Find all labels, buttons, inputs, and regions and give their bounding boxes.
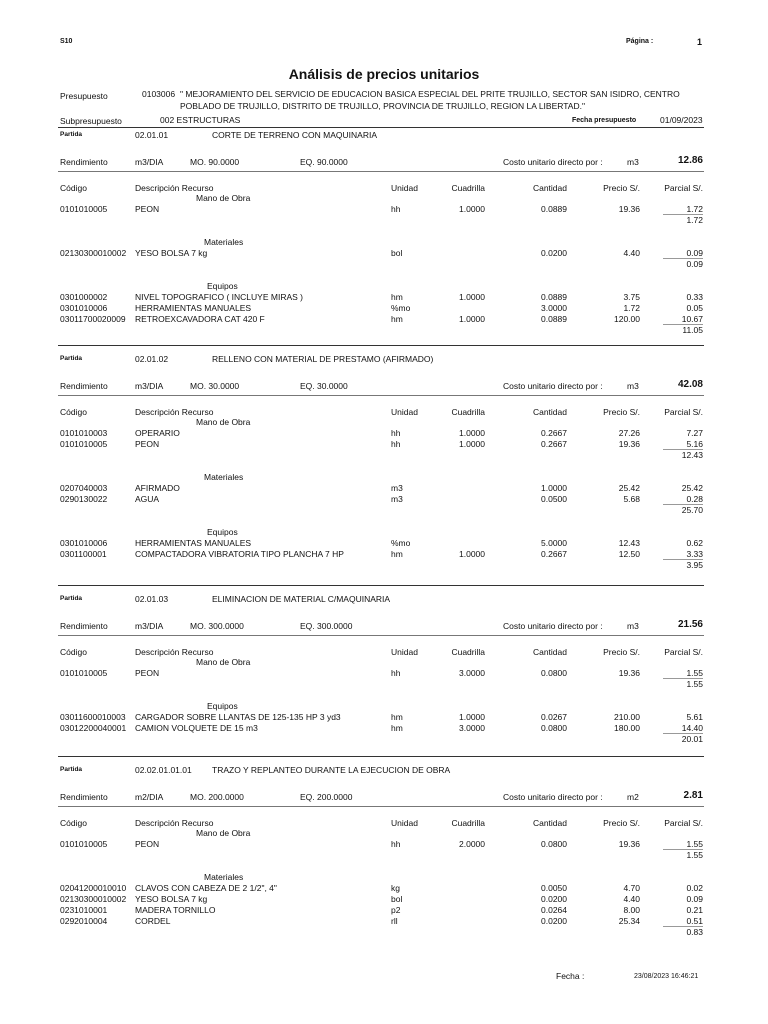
item-unit: hh	[391, 428, 401, 438]
col-header-cantidad: Cantidad	[532, 818, 567, 828]
costo-unitario-value: 42.08	[677, 379, 703, 390]
item-unit: rll	[391, 916, 398, 926]
page-label: Página :	[626, 38, 654, 45]
item-cantidad: 0.0889	[541, 292, 567, 302]
item-parcial: 1.55	[686, 668, 703, 678]
item-code: 03012200040001	[60, 723, 127, 733]
item-precio: 27.26	[618, 428, 640, 438]
item-cantidad: 0.0200	[541, 248, 567, 258]
item-precio: 25.42	[618, 483, 640, 493]
col-header-descripcion: Descripción Recurso	[135, 818, 214, 828]
item-description: HERRAMIENTAS MANUALES	[135, 303, 252, 313]
col-header-parcial: Parcial S/.	[664, 183, 703, 193]
item-unit: hh	[391, 839, 401, 849]
item-cantidad: 0.0800	[541, 839, 567, 849]
fecha-presupuesto-label: Fecha presupuesto	[572, 117, 637, 124]
item-parcial: 1.55	[686, 839, 703, 849]
item-cuadrilla: 1.0000	[459, 292, 485, 302]
col-header-unidad: Unidad	[391, 818, 418, 828]
item-description: PEON	[135, 839, 160, 849]
item-parcial: 0.62	[686, 538, 703, 548]
item-code: 0231010001	[60, 905, 108, 915]
item-unit: bol	[391, 248, 403, 258]
item-cantidad: 0.0889	[541, 204, 567, 214]
item-precio: 8.00	[623, 905, 640, 915]
item-cuadrilla: 1.0000	[459, 439, 485, 449]
resource-group-title: Equipos	[207, 527, 238, 537]
item-description: YESO BOLSA 7 kg	[135, 248, 208, 258]
item-description: CORDEL	[135, 916, 171, 926]
item-precio: 3.75	[623, 292, 640, 302]
item-parcial: 25.42	[681, 483, 703, 493]
rendimiento-label: Rendimiento	[60, 621, 108, 631]
item-parcial: 0.21	[686, 905, 703, 915]
col-header-codigo: Código	[60, 647, 87, 657]
item-cuadrilla: 1.0000	[459, 204, 485, 214]
item-unit: hm	[391, 314, 403, 324]
subtotal-rule	[663, 926, 703, 927]
item-unit: m3	[391, 483, 403, 493]
group-subtotal: 20.01	[681, 734, 703, 744]
item-description: OPERARIO	[135, 428, 180, 438]
item-parcial: 0.28	[686, 494, 703, 504]
group-subtotal: 25.70	[681, 505, 703, 515]
item-code: 0101010005	[60, 439, 108, 449]
item-code: 0301010006	[60, 303, 108, 313]
resource-group-title: Materiales	[204, 872, 244, 882]
item-precio: 12.43	[618, 538, 640, 548]
item-code: 0101010005	[60, 839, 108, 849]
item-cuadrilla: 1.0000	[459, 428, 485, 438]
group-subtotal: 0.09	[686, 259, 703, 269]
item-parcial: 3.33	[686, 549, 703, 559]
group-subtotal: 11.05	[682, 325, 703, 335]
item-unit: bol	[391, 894, 403, 904]
rendimiento-eq: EQ. 90.0000	[300, 157, 348, 167]
item-cuadrilla: 1.0000	[459, 712, 485, 722]
rendimiento-label: Rendimiento	[60, 157, 108, 167]
item-cantidad: 0.0800	[541, 723, 567, 733]
item-description: COMPACTADORA VIBRATORIA TIPO PLANCHA 7 HP	[135, 549, 344, 559]
item-unit: kg	[391, 883, 400, 893]
col-header-unidad: Unidad	[391, 647, 418, 657]
footer-fecha-label: Fecha :	[556, 971, 585, 981]
item-cuadrilla: 3.0000	[459, 723, 485, 733]
col-header-codigo: Código	[60, 407, 87, 417]
col-header-precio: Precio S/.	[603, 818, 640, 828]
resource-group-title: Mano de Obra	[196, 828, 251, 838]
item-precio: 210.00	[614, 712, 640, 722]
item-cantidad: 0.0500	[541, 494, 567, 504]
item-precio: 120.00	[614, 314, 640, 324]
rendimiento-unit: m3/DIA	[135, 381, 164, 391]
item-cantidad: 0.0267	[541, 712, 567, 722]
costo-label: Costo unitario directo por :	[503, 381, 603, 391]
partida-separator	[58, 171, 704, 172]
item-unit: hm	[391, 712, 403, 722]
page-title: Análisis de precios unitarios	[288, 66, 480, 82]
costo-unit: m2	[627, 792, 639, 802]
costo-unitario-value: 12.86	[677, 155, 703, 166]
item-precio: 12.50	[618, 549, 640, 559]
col-header-codigo: Código	[60, 183, 87, 193]
col-header-cuadrilla: Cuadrilla	[451, 818, 485, 828]
item-code: 0301000002	[60, 292, 108, 302]
item-precio: 25.34	[618, 916, 640, 926]
subtotal-rule	[663, 449, 703, 450]
item-cantidad: 5.0000	[541, 538, 567, 548]
item-description: RETROEXCAVADORA CAT 420 F	[135, 314, 265, 324]
item-description: CAMION VOLQUETE DE 15 m3	[135, 723, 258, 733]
resource-group-title: Mano de Obra	[196, 657, 251, 667]
rendimiento-unit: m3/DIA	[135, 157, 164, 167]
item-cantidad: 0.2667	[541, 428, 567, 438]
partida-bottom-separator	[58, 345, 704, 346]
subpresupuesto-label: Subpresupuesto	[60, 116, 122, 126]
item-unit: hm	[391, 723, 403, 733]
col-header-precio: Precio S/.	[603, 407, 640, 417]
item-cuadrilla: 1.0000	[459, 314, 485, 324]
col-header-unidad: Unidad	[391, 407, 418, 417]
group-subtotal: 0.83	[686, 927, 703, 937]
item-code: 0301100001	[60, 549, 107, 559]
rendimiento-unit: m2/DIA	[135, 792, 164, 802]
footer-fecha-value: 23/08/2023 16:46:21	[634, 973, 699, 980]
costo-unit: m3	[627, 157, 639, 167]
partida-label: Partida	[60, 131, 83, 138]
item-description: PEON	[135, 668, 160, 678]
item-precio: 19.36	[618, 839, 640, 849]
item-code: 03011700020009	[60, 314, 126, 324]
item-unit: %mo	[391, 303, 411, 313]
page-number: 1	[696, 37, 702, 47]
partida-name: CORTE DE TERRENO CON MAQUINARIA	[212, 130, 377, 140]
item-unit: hh	[391, 204, 401, 214]
item-precio: 4.40	[623, 248, 640, 258]
item-precio: 19.36	[618, 439, 640, 449]
item-precio: 1.72	[623, 303, 640, 313]
item-description: NIVEL TOPOGRAFICO ( INCLUYE MIRAS )	[135, 292, 303, 302]
costo-label: Costo unitario directo por :	[503, 621, 603, 631]
item-description: CLAVOS CON CABEZA DE 2 1/2", 4"	[135, 883, 277, 893]
item-code: 0290130022	[60, 494, 108, 504]
col-header-descripcion: Descripción Recurso	[135, 407, 214, 417]
item-cuadrilla: 3.0000	[459, 668, 485, 678]
item-description: PEON	[135, 204, 160, 214]
resource-group-title: Equipos	[207, 281, 238, 291]
rendimiento-eq: EQ. 30.0000	[300, 381, 348, 391]
item-parcial: 10.67	[681, 314, 703, 324]
col-header-descripcion: Descripción Recurso	[135, 183, 214, 193]
item-unit: hm	[391, 549, 403, 559]
partida-label: Partida	[60, 595, 83, 602]
col-header-unidad: Unidad	[391, 183, 418, 193]
subtotal-rule	[663, 324, 703, 325]
partida-name: TRAZO Y REPLANTEO DURANTE LA EJECUCION DE OBRA	[212, 765, 451, 775]
subtotal-rule	[663, 504, 703, 505]
partida-bottom-separator	[58, 756, 704, 757]
item-cantidad: 0.2667	[541, 549, 567, 559]
subtotal-rule	[663, 733, 703, 734]
subtotal-rule	[663, 214, 703, 215]
costo-unit: m3	[627, 621, 639, 631]
item-precio: 19.36	[618, 668, 640, 678]
item-cantidad: 0.2667	[541, 439, 567, 449]
rendimiento-label: Rendimiento	[60, 381, 108, 391]
item-code: 0292010004	[60, 916, 108, 926]
group-subtotal: 12.43	[681, 450, 703, 460]
item-precio: 19.36	[618, 204, 640, 214]
item-unit: hh	[391, 668, 401, 678]
item-code: 0101010005	[60, 204, 108, 214]
partida-separator	[58, 395, 704, 396]
system-label: S10	[60, 38, 73, 45]
group-subtotal: 3.95	[686, 560, 703, 570]
item-parcial: 1.72	[686, 204, 703, 214]
item-code: 0301010006	[60, 538, 108, 548]
col-header-cantidad: Cantidad	[532, 183, 567, 193]
item-parcial: 0.09	[686, 894, 703, 904]
item-description: YESO BOLSA 7 kg	[135, 894, 208, 904]
resource-group-title: Mano de Obra	[196, 417, 251, 427]
col-header-parcial: Parcial S/.	[664, 407, 703, 417]
group-subtotal: 1.55	[686, 850, 703, 860]
resource-group-title: Materiales	[204, 472, 244, 482]
costo-label: Costo unitario directo por :	[503, 157, 603, 167]
costo-label: Costo unitario directo por :	[503, 792, 603, 802]
item-unit: hh	[391, 439, 401, 449]
item-precio: 5.68	[623, 494, 640, 504]
item-unit: %mo	[391, 538, 411, 548]
rendimiento-mo: MO. 300.0000	[190, 621, 244, 631]
partida-separator	[58, 635, 704, 636]
item-description: MADERA TORNILLO	[135, 905, 216, 915]
item-description: CARGADOR SOBRE LLANTAS DE 125-135 HP 3 yd3	[135, 712, 341, 722]
subpresupuesto-value: 002 ESTRUCTURAS	[160, 115, 241, 125]
rendimiento-unit: m3/DIA	[135, 621, 164, 631]
costo-unit: m3	[627, 381, 639, 391]
partida-code: 02.01.02	[135, 354, 169, 364]
partida-bottom-separator	[58, 585, 704, 586]
item-code: 0101010005	[60, 668, 108, 678]
resource-group-title: Equipos	[207, 701, 238, 711]
presupuesto-label: Presupuesto	[60, 91, 108, 101]
col-header-parcial: Parcial S/.	[664, 818, 703, 828]
subtotal-rule	[663, 258, 703, 259]
item-code: 0101010003	[60, 428, 108, 438]
rendimiento-label: Rendimiento	[60, 792, 108, 802]
partida-label: Partida	[60, 766, 83, 773]
col-header-precio: Precio S/.	[603, 183, 640, 193]
presupuesto-name-line1: " MEJORAMIENTO DEL SERVICIO DE EDUCACION BASICA ESPECIAL DEL PRITE TRUJILLO, SECTOR SAN ISIDRO, CENTRO	[180, 89, 680, 99]
costo-unitario-value: 2.81	[683, 790, 703, 801]
rendimiento-mo: MO. 200.0000	[190, 792, 244, 802]
partida-name: RELLENO CON MATERIAL DE PRESTAMO (AFIRMADO)	[212, 354, 434, 364]
item-code: 02130300010002	[60, 248, 127, 258]
subtotal-rule	[663, 559, 703, 560]
presupuesto-code: 0103006	[142, 89, 176, 99]
item-cuadrilla: 1.0000	[459, 549, 485, 559]
item-cantidad: 0.0800	[541, 668, 567, 678]
item-parcial: 0.51	[686, 916, 703, 926]
col-header-descripcion: Descripción Recurso	[135, 647, 214, 657]
item-code: 02041200010010	[60, 883, 127, 893]
col-header-precio: Precio S/.	[603, 647, 640, 657]
group-subtotal: 1.55	[686, 679, 703, 689]
item-cantidad: 1.0000	[541, 483, 567, 493]
item-parcial: 0.33	[686, 292, 703, 302]
fecha-presupuesto-value: 01/09/2023	[660, 115, 703, 125]
item-parcial: 0.09	[686, 248, 703, 258]
item-description: PEON	[135, 439, 160, 449]
item-cuadrilla: 2.0000	[459, 839, 485, 849]
item-precio: 4.70	[623, 883, 640, 893]
item-parcial: 14.40	[681, 723, 703, 733]
item-precio: 4.40	[623, 894, 640, 904]
col-header-cantidad: Cantidad	[532, 407, 567, 417]
partida-code: 02.01.03	[135, 594, 169, 604]
item-description: HERRAMIENTAS MANUALES	[135, 538, 252, 548]
item-cantidad: 0.0200	[541, 916, 567, 926]
partida-separator	[58, 806, 704, 807]
costo-unitario-value: 21.56	[677, 619, 703, 630]
item-cantidad: 0.0889	[541, 314, 567, 324]
item-code: 03011600010003	[60, 712, 126, 722]
item-precio: 180.00	[614, 723, 640, 733]
partida-code: 02.02.01.01.01	[135, 765, 192, 775]
partida-label: Partida	[60, 355, 83, 362]
item-code: 0207040003	[60, 483, 108, 493]
item-cantidad: 0.0264	[541, 905, 567, 915]
item-unit: hm	[391, 292, 403, 302]
rendimiento-mo: MO. 90.0000	[190, 157, 240, 167]
resource-group-title: Mano de Obra	[196, 193, 251, 203]
item-parcial: 5.16	[686, 439, 703, 449]
col-header-cantidad: Cantidad	[532, 647, 567, 657]
item-cantidad: 0.0050	[541, 883, 567, 893]
col-header-cuadrilla: Cuadrilla	[451, 183, 485, 193]
item-description: AGUA	[135, 494, 160, 504]
rendimiento-mo: MO. 30.0000	[190, 381, 240, 391]
partida-code: 02.01.01	[135, 130, 169, 140]
item-code: 02130300010002	[60, 894, 127, 904]
header-separator	[58, 127, 704, 128]
col-header-parcial: Parcial S/.	[664, 647, 703, 657]
item-cantidad: 3.0000	[541, 303, 567, 313]
item-unit: m3	[391, 494, 403, 504]
item-unit: p2	[391, 905, 401, 915]
col-header-cuadrilla: Cuadrilla	[451, 647, 485, 657]
item-parcial: 0.05	[686, 303, 703, 313]
subtotal-rule	[663, 678, 703, 679]
item-cantidad: 0.0200	[541, 894, 567, 904]
col-header-cuadrilla: Cuadrilla	[451, 407, 485, 417]
presupuesto-name-line2: POBLADO DE TRUJILLO, DISTRITO DE TRUJILLO, PROVINCIA DE TRUJILLO, REGION LA LIBERTAD."	[180, 101, 585, 111]
col-header-codigo: Código	[60, 818, 87, 828]
item-parcial: 7.27	[686, 428, 703, 438]
group-subtotal: 1.72	[686, 215, 703, 225]
item-parcial: 0.02	[686, 883, 703, 893]
rendimiento-eq: EQ. 300.0000	[300, 621, 353, 631]
item-description: AFIRMADO	[135, 483, 180, 493]
rendimiento-eq: EQ. 200.0000	[300, 792, 353, 802]
partida-name: ELIMINACION DE MATERIAL C/MAQUINARIA	[212, 594, 391, 604]
subtotal-rule	[663, 849, 703, 850]
resource-group-title: Materiales	[204, 237, 244, 247]
item-parcial: 5.61	[686, 712, 703, 722]
